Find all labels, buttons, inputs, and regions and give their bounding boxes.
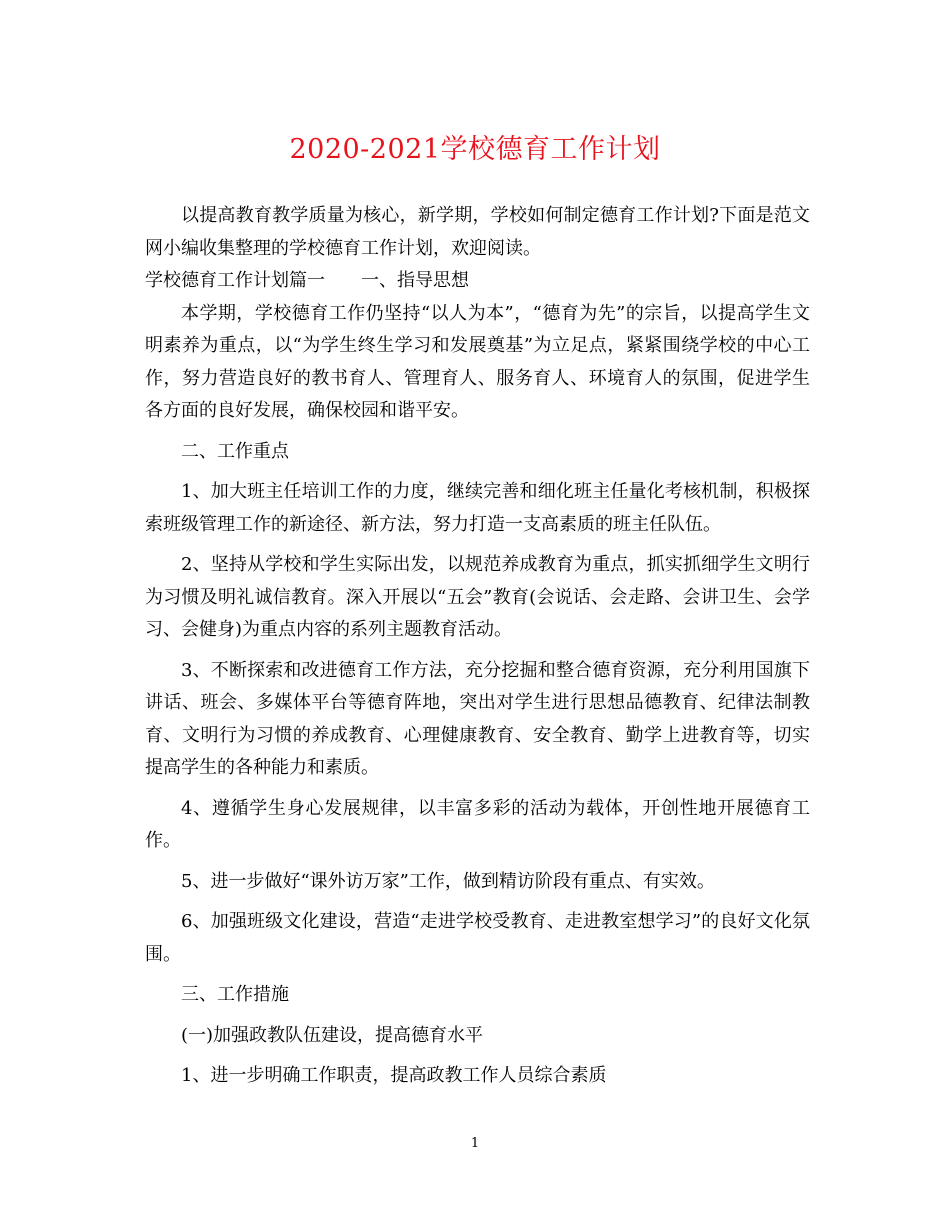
intro-paragraph: 以提高教育教学质量为核心，新学期，学校如何制定德育工作计划?下面是范文网小编收集整理的学校德育工作计划，欢迎阅读。 <box>145 205 810 259</box>
paragraph-focus-5: 5、进一步做好“课外访万家”工作，做到精访阶段有重点、有实效。 <box>181 870 715 892</box>
document-body <box>145 200 810 1093</box>
document-title: 2020-2021学校德育工作计划 <box>289 134 661 165</box>
page-number: 1 <box>470 1136 480 1151</box>
section-heading-guiding-ideology: 学校德育工作计划篇一 一、指导思想 <box>145 270 469 291</box>
paragraph-focus-1: 1、加大班主任培训工作的力度，继续完善和细化班主任量化考核机制，积极探索班级管理工作的新途径、新方法，努力打造一支高素质的班主任队伍。 <box>145 481 810 535</box>
paragraph-guiding-ideology: 本学期，学校德育工作仍坚持“以人为本”，“德育为先”的宗旨，以提高学生文明素养为重点，以“为学生终生学习和发展奠基”为立足点，紧紧围绕学校的中心工作，努力营造良好的教书育人、管理育人、服务育人、环境育人的氛围，促进学生各方面的良好发展，确保校园和谐平安。 <box>145 302 810 421</box>
section-heading-work-focus: 二、工作重点 <box>181 440 289 462</box>
paragraph-focus-2: 2、坚持从学校和学生实际出发，以规范养成教育为重点，抓实抓细学生文明行为习惯及明礼诚信教育。深入开展以“五会”教育(会说话、会走路、会讲卫生、会学习、会健身)为重点内容的系列主题教育活动。 <box>145 554 810 640</box>
section-heading-work-measures: 三、工作措施 <box>181 984 289 1005</box>
subsection-heading-1: (一)加强政教队伍建设，提高德育水平 <box>181 1024 484 1046</box>
paragraph-measure-1: 1、进一步明确工作职责，提高政教工作人员综合素质 <box>181 1065 607 1086</box>
paragraph-focus-4: 4、遵循学生身心发展规律，以丰富多彩的活动为载体，开创性地开展德育工作。 <box>145 797 810 851</box>
paragraph-focus-3: 3、不断探索和改进德育工作方法，充分挖掘和整合德育资源，充分利用国旗下讲话、班会、多媒体平台等德育阵地，突出对学生进行思想品德教育、纪律法制教育、文明行为习惯的养成教育、心理健康教育、安全教育、勤学上进教育等，切实提高学生的各种能力和素质。 <box>145 659 810 778</box>
paragraph-focus-6: 6、加强班级文化建设，营造“走进学校受教育、走进教室想学习”的良好文化氛围。 <box>145 911 810 965</box>
